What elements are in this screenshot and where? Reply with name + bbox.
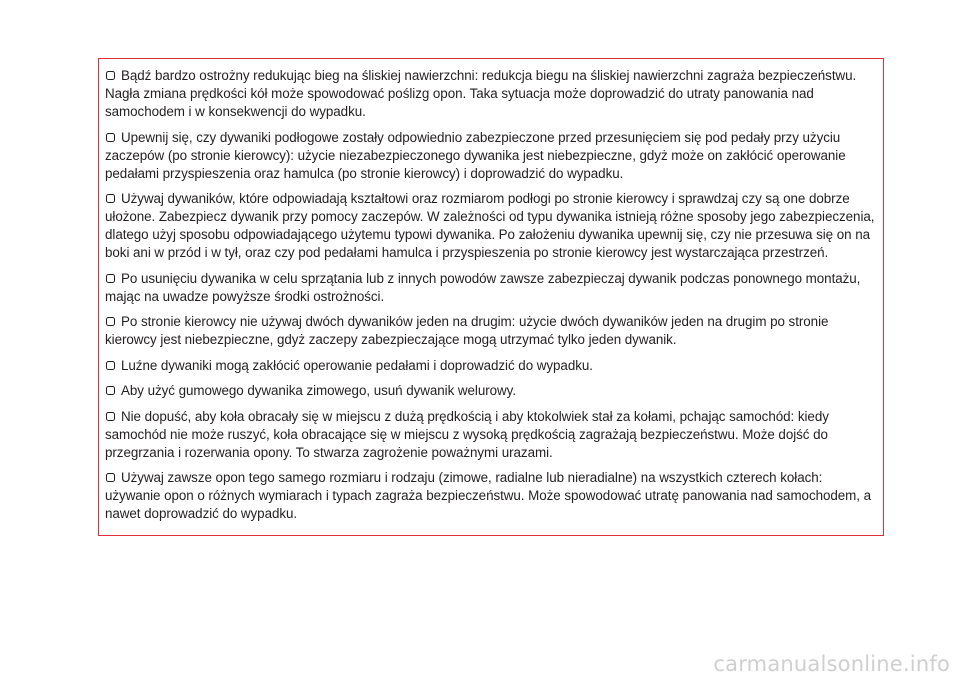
warning-item-6	[105, 357, 877, 375]
warning-item-8	[105, 408, 877, 462]
warning-text-6: Luźne dywaniki mogą zakłócić operowanie pedałami i doprowadzić do wypadku.	[121, 357, 593, 373]
watermark-text: carmanualsonline.info	[713, 652, 950, 676]
warning-item-7	[105, 382, 877, 400]
warning-text-7: Aby użyć gumowego dywanika zimowego, usuń dywanik welurowy.	[121, 383, 516, 398]
checkbox-icon	[106, 473, 115, 482]
warning-text-8: Nie dopuść, aby koła obracały się w miejscu z dużą prędkością i aby ktokolwiek stał za kołami, pchając samochód: kiedy samochód nie może ruszyć, koła obracające się w miejscu z wysoką prędkością zagrażają bezpieczeństwu. Może dojść do przegrzania i rozerwania opony. To stwarza zagrożenie poważnymi urazami.	[105, 408, 829, 460]
warning-item-9	[105, 469, 877, 523]
warning-text-5: Po stronie kierowcy nie używaj dwóch dywaników jeden na drugim: użycie dwóch dywaników jeden na drugim po stronie kierowcy jest niebezpieczne, gdyż zaczepy zabezpieczające mogą utrzymać tylko jeden dywanik.	[105, 314, 829, 347]
checkbox-icon	[106, 386, 115, 395]
warning-item-3	[105, 190, 877, 262]
warning-text-3: Używaj dywaników, które odpowiadają kształtowi oraz rozmiarom podłogi po stronie kierowcy i sprawdzaj czy są one dobrze ułożone. Zabezpiecz dywanik przy pomocy zaczepów. W zależności od typu dywanika istnieją różne sposoby jego zabezpieczenia, dlatego użyj sposobu odpowiadającego użytemu typowi dywanika. Po założeniu dywanika upewnij się, czy nie przesuwa się on na boki ani w przód i w tył, oraz czy pod pedałami hamulca i przyspieszenia po stronie kierowcy jest wystarczająca przestrzeń.	[105, 191, 875, 260]
checkbox-icon	[106, 361, 115, 370]
checkbox-icon	[106, 133, 115, 142]
warning-text-2: Upewnij się, czy dywaniki podłogowe zostały odpowiednio zabezpieczone przed przesunięciem się pod pedały przy użyciu zaczepów (po stronie kierowcy): użycie niezabezpieczonego dywanika jest niebezpieczne, gdyż może on zakłócić operowanie pedałami przyspieszenia oraz hamulca (po stronie kierowcy) i doprowadzić do wypadku.	[105, 129, 846, 181]
checkbox-icon	[106, 194, 115, 203]
warning-text-1: Bądź bardzo ostrożny redukując bieg na śliskiej nawierzchni: redukcja biegu na śliskiej nawierzchni zagraża bezpieczeństwu. Nagła zmiana prędkości kół może spowodować poślizg opon. Taka sytuacja może doprowadzić do utraty panowania nad samochodem i w konsekwencji do wypadku.	[105, 68, 857, 119]
warning-item-5	[105, 313, 877, 349]
warning-item-1	[105, 67, 877, 121]
checkbox-icon	[106, 412, 115, 421]
warning-text-9: Używaj zawsze opon tego samego rozmiaru i rodzaju (zimowe, radialne lub nieradialne) na wszystkich czterech kołach: używanie opon o różnych wymiarach i typach zagraża bezpieczeństwu. Może spowodować utratę panowania nad samochodem, a nawet doprowadzić do wypadku.	[105, 470, 872, 521]
warning-text-4: Po usunięciu dywanika w celu sprzątania lub z innych powodów zawsze zabezpieczaj dywanik podczas ponownego montażu, mając na uwadze powyższe środki ostrożności.	[105, 270, 861, 304]
checkbox-icon	[106, 71, 115, 80]
checkbox-icon	[106, 274, 115, 283]
checkbox-icon	[106, 317, 115, 326]
warning-item-4	[105, 270, 877, 306]
warning-box	[98, 58, 884, 536]
warning-item-2	[105, 129, 877, 183]
